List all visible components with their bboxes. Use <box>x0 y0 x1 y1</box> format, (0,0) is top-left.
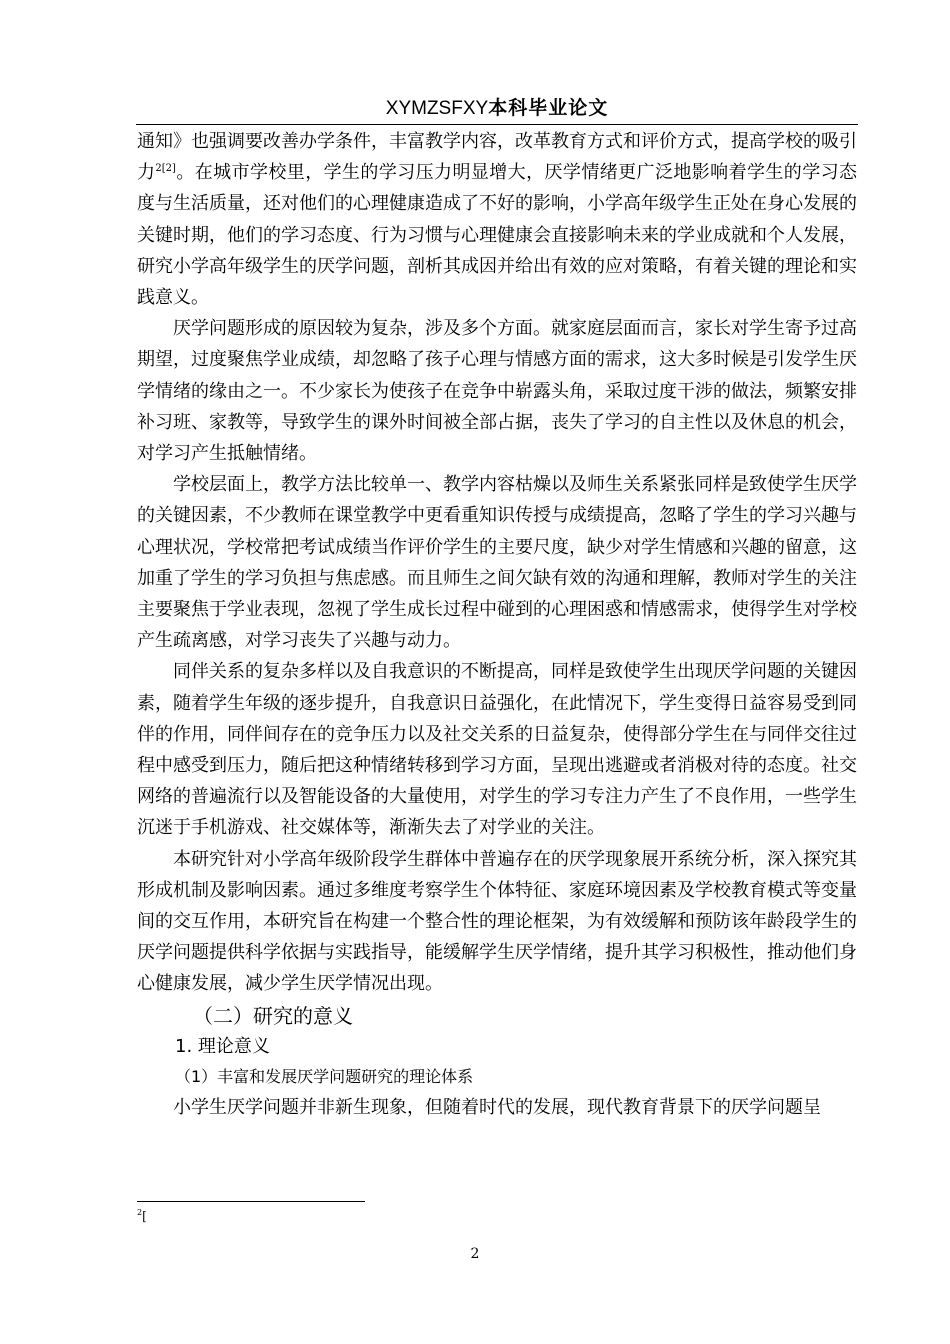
paragraph-1-text-a: 通知》也强调要改善办学条件，丰富教学内容，改革教育方式和评价方式，提高学校的吸引力 <box>137 131 857 184</box>
paragraph-4: 同伴关系的复杂多样以及自我意识的不断提高，同样是致使学生出现厌学问题的关键因素，随着学生年级的逐步提升，自我意识日益强化，在此情况下，学生变得日益容易受到同伴的作用，同伴间存在的竞争压力以及社交关系的日益复杂，使得部分学生在与同伴交往过程中感受到压力，随后把这种情绪转移到学习方面，呈现出逃避或者消极对待的态度。社交网络的普遍流行以及智能设备的大量使用，对学生的学习专注力产生了不良作用，一些学生沉迷于手机游戏、社交媒体等，渐渐失去了对学业的关注。 <box>137 661 857 839</box>
header-title: 本科毕业论文 <box>488 97 609 119</box>
page-number: 2 <box>470 1246 480 1262</box>
section-heading: （二）研究的意义 <box>193 1003 353 1028</box>
paragraph-6: 小学生厌学问题并非新生现象，但随着时代的发展，现代教育背景下的厌学问题呈 <box>173 1096 821 1118</box>
paragraph-2: 厌学问题形成的原因较为复杂，涉及多个方面。就家庭层面而言，家长对学生寄予过高期望，过度聚焦学业成绩，却忽略了孩子心理与情感方面的需求，这大多时候是引发学生厌学情绪的缘由之一。不少家长为使孩子在竞争中崭露头角，采取过度干涉的做法，频繁安排补习班、家教等，导致学生的课外时间被全部占据，丧失了学习的自主性以及休息的机会，对学习产生抵触情绪。 <box>137 318 857 465</box>
subsection-heading: 1. 理论意义 <box>175 1035 270 1057</box>
paragraph-5: 本研究针对小学高年级阶段学生群体中普遍存在的厌学现象展开系统分析，深入探究其形成机制及影响因素。通过多维度考察学生个体特征、家庭环境因素及学校教育模式等变量间的交互作用，本研究旨在构建一个整合性的理论框架，为有效缓解和预防该年龄段学生的厌学问题提供科学依据与实践指导，能缓解学生厌学情绪，提升其学习积极性，推动他们身心健康发展，减少学生厌学情况出现。 <box>137 848 857 995</box>
paragraph-1-text-b: 。在城市学校里，学生的学习压力明显增大，厌学情绪更广泛地影响着学生的学习态度与生活质量，还对他们的心理健康造成了不好的影响，小学高年级学生正处在身心发展的关键时期，他们的学习态度、行为习惯与心理健康会直接影响未来的学业成就和个人发展，研究小学高年级学生的厌学问题，剖析其成因并给出有效的应对策略，有着关键的理论和实践意义。 <box>137 162 858 309</box>
header-school-code: XYMZSFXY <box>385 98 489 119</box>
footnote-mark: 2 <box>137 1208 143 1217</box>
subsubsection-heading: （1）丰富和发展厌学问题研究的理论体系 <box>175 1066 474 1086</box>
citation-ref: 2[2] <box>155 163 176 175</box>
paragraph-3: 学校层面上，教学方法比较单一、教学内容枯燥以及师生关系紧张同样是致使学生厌学的关键因素，不少教师在课堂教学中更看重知识传授与成绩提高，忽略了学生的学习兴趣与心理状况，学校常把考试成绩当作评价学生的主要尺度，缺少对学生情感和兴趣的留意，这加重了学生的学习负担与焦虑感。而且师生之间欠缺有效的沟通和理解，教师对学生的关注主要聚焦于学业表现，忽视了学生成长过程中碰到的心理困惑和情感需求，使得学生对学校产生疏离感，对学习丧失了兴趣与动力。 <box>137 474 857 652</box>
paragraph-1 <box>137 126 857 313</box>
footnote <box>137 1208 147 1224</box>
body-text <box>137 126 857 1123</box>
page-header <box>136 96 858 125</box>
footnote-divider <box>137 1201 365 1202</box>
footnote-text: [ <box>142 1209 147 1223</box>
